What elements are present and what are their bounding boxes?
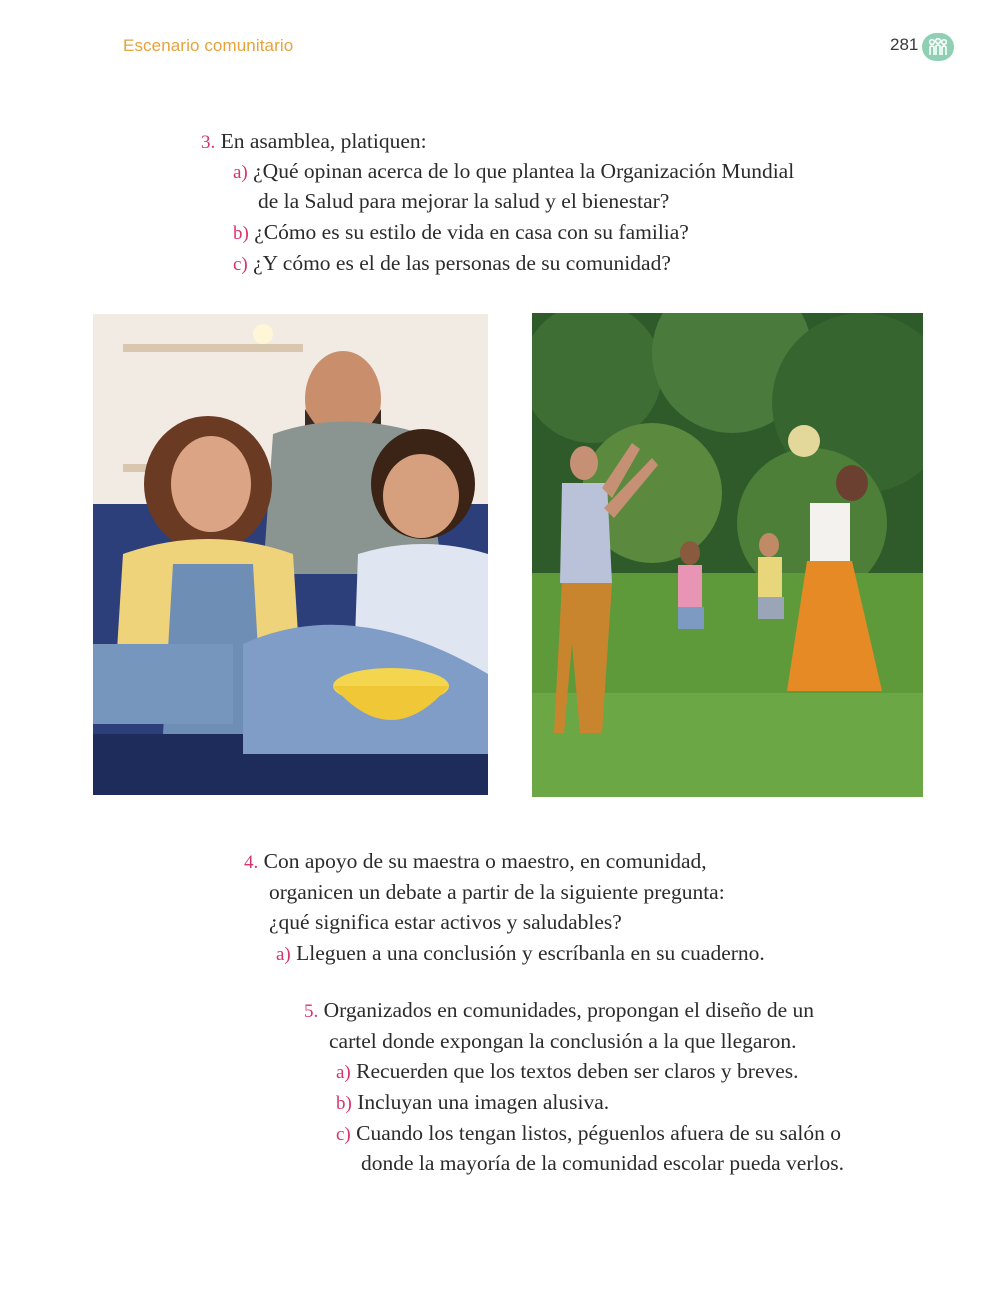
- family-playing-ball-photo: [532, 313, 923, 797]
- q4-text3: ¿qué significa estar activos y saludables?: [269, 910, 622, 934]
- q5-item-a-text: Recuerden que los textos deben ser claros y breves.: [356, 1059, 799, 1083]
- q5-item-a: [336, 1058, 799, 1086]
- q3-item-a-text1: ¿Qué opinan acerca de lo que plantea la Organización Mundial: [253, 159, 795, 183]
- community-icon: [922, 33, 954, 61]
- q3-item-c: [233, 250, 671, 278]
- q4-item-a-text: Lleguen a una conclusión y escríbanla en su cuaderno.: [296, 941, 765, 965]
- section-title: Escenario comunitario: [123, 36, 294, 55]
- q5-item-b-text: Incluyan una imagen alusiva.: [357, 1090, 610, 1114]
- family-watching-tv-photo: [93, 314, 488, 795]
- q4-text2: organicen un debate a partir de la siguiente pregunta:: [269, 880, 725, 904]
- q4-line2: [269, 879, 725, 905]
- q4-line3: [269, 909, 622, 935]
- q5-line1: [304, 997, 814, 1025]
- q5-text2: cartel donde expongan la conclusión a la que llegaron.: [329, 1029, 797, 1053]
- q4-line1: [244, 848, 707, 876]
- q4-text1: Con apoyo de su maestra o maestro, en comunidad,: [263, 849, 707, 873]
- page-number: 281: [890, 35, 919, 54]
- q3-number: 3.: [201, 132, 216, 153]
- q3-intro-line: [201, 128, 427, 156]
- q3-item-b: [233, 219, 689, 247]
- q3-item-b-text: ¿Cómo es su estilo de vida en casa con su familia?: [254, 220, 689, 244]
- q5-item-c-line2: [361, 1150, 844, 1176]
- q3-item-c-marker: c): [233, 254, 248, 275]
- q5-item-c: [336, 1120, 841, 1148]
- q5-item-a-marker: a): [336, 1062, 351, 1083]
- q3-item-a: [233, 158, 794, 186]
- q5-line2: [329, 1028, 796, 1054]
- q5-item-b: [336, 1089, 609, 1117]
- q3-item-c-text: ¿Y cómo es el de las personas de su comunidad?: [253, 251, 671, 275]
- q5-item-c-text2: donde la mayoría de la comunidad escolar pueda verlos.: [361, 1151, 844, 1175]
- q4-item-a: [276, 940, 765, 968]
- q3-item-a-line2: [258, 188, 669, 214]
- q3-item-a-marker: a): [233, 162, 248, 183]
- q3-item-b-marker: b): [233, 223, 249, 244]
- q5-text1: Organizados en comunidades, propongan el diseño de un: [323, 998, 815, 1022]
- q3-item-a-text2: de la Salud para mejorar la salud y el bienestar?: [258, 189, 670, 213]
- q5-item-c-text1: Cuando los tengan listos, péguenlos afuera de su salón o: [356, 1121, 841, 1145]
- q5-item-c-marker: c): [336, 1124, 351, 1145]
- q4-item-a-marker: a): [276, 944, 291, 965]
- q5-item-b-marker: b): [336, 1093, 352, 1114]
- q4-number: 4.: [244, 852, 259, 873]
- q5-number: 5.: [304, 1001, 319, 1022]
- q3-intro: En asamblea, platiquen:: [220, 129, 427, 153]
